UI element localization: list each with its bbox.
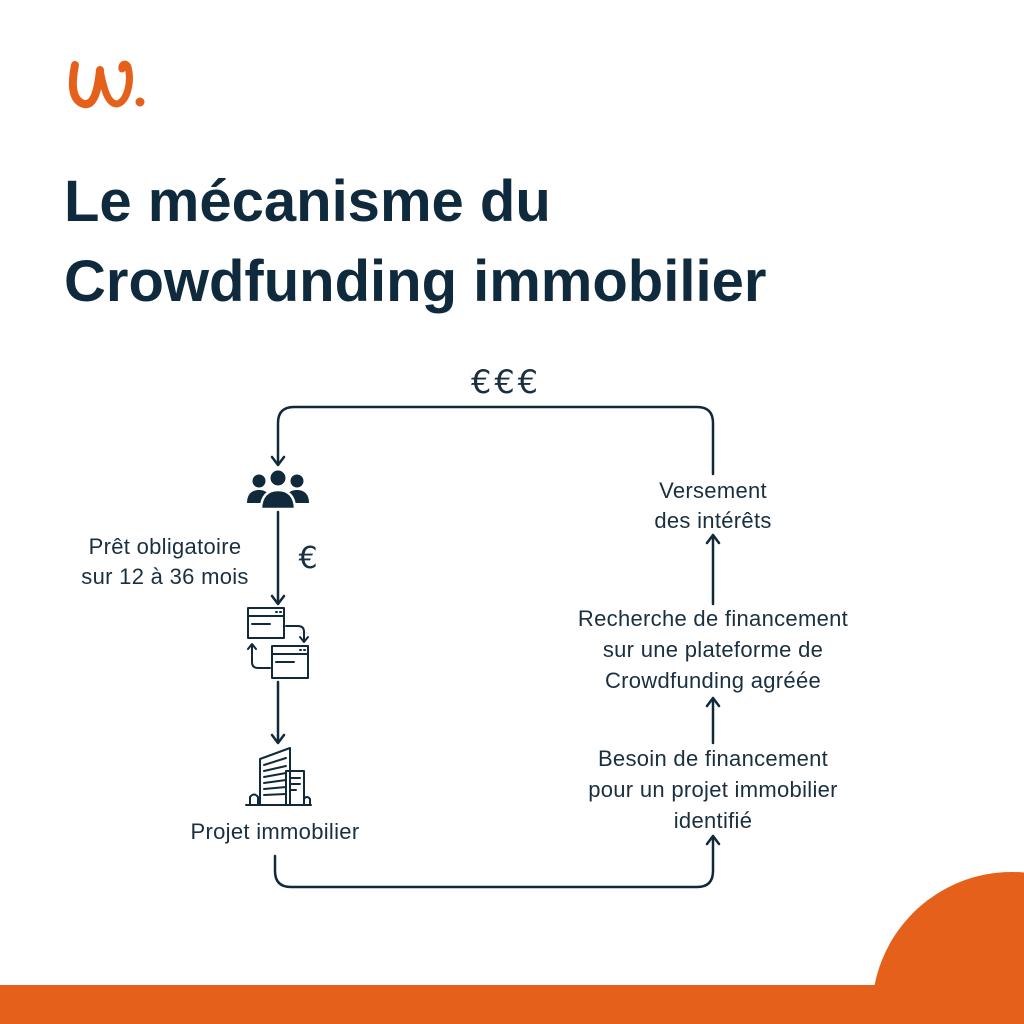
brand-logo: [73, 64, 145, 106]
transfer-windows-icon: [248, 608, 308, 678]
need-label-line-3: identifié: [673, 808, 753, 833]
search-label-line-1: Recherche de financement: [577, 606, 849, 631]
loan-label-line-1: Prêt obligatoire: [88, 534, 242, 559]
brand-logo-dot: [136, 98, 145, 107]
need-label-line-2: pour un projet immobilier: [588, 777, 838, 802]
building-icon: [246, 748, 311, 805]
brand-logo-stroke-v: [100, 64, 129, 104]
project-label-text: Projet immobilier: [190, 819, 360, 844]
loan-label-line-2: sur 12 à 36 mois: [81, 564, 249, 589]
need-label: [553, 743, 873, 836]
accent-corner-shape: [875, 872, 1024, 985]
return-flow-currency-label: €€€: [470, 363, 542, 401]
accent-bottom-bar: [0, 985, 1024, 1024]
search-label: [553, 603, 873, 696]
payout-label: [553, 476, 873, 536]
payout-label-line-1: Versement: [659, 478, 767, 503]
loan-label: [55, 532, 275, 592]
page-title-line-2: Crowdfunding immobilier: [64, 249, 767, 314]
payout-label-line-2: des intérêts: [654, 508, 772, 533]
connector-top-loop: [278, 407, 713, 474]
loan-currency-label: €: [298, 541, 318, 576]
project-label: [155, 817, 395, 847]
page-title: [64, 162, 766, 322]
brand-logo-stroke-u: [73, 65, 100, 104]
search-label-line-2: sur une plateforme de: [602, 637, 824, 662]
search-label-line-3: Crowdfunding agréée: [604, 668, 822, 693]
need-label-line-1: Besoin de financement: [597, 746, 829, 771]
page-title-line-1: Le mécanisme du: [64, 169, 551, 234]
investors-group-icon: [247, 470, 309, 510]
